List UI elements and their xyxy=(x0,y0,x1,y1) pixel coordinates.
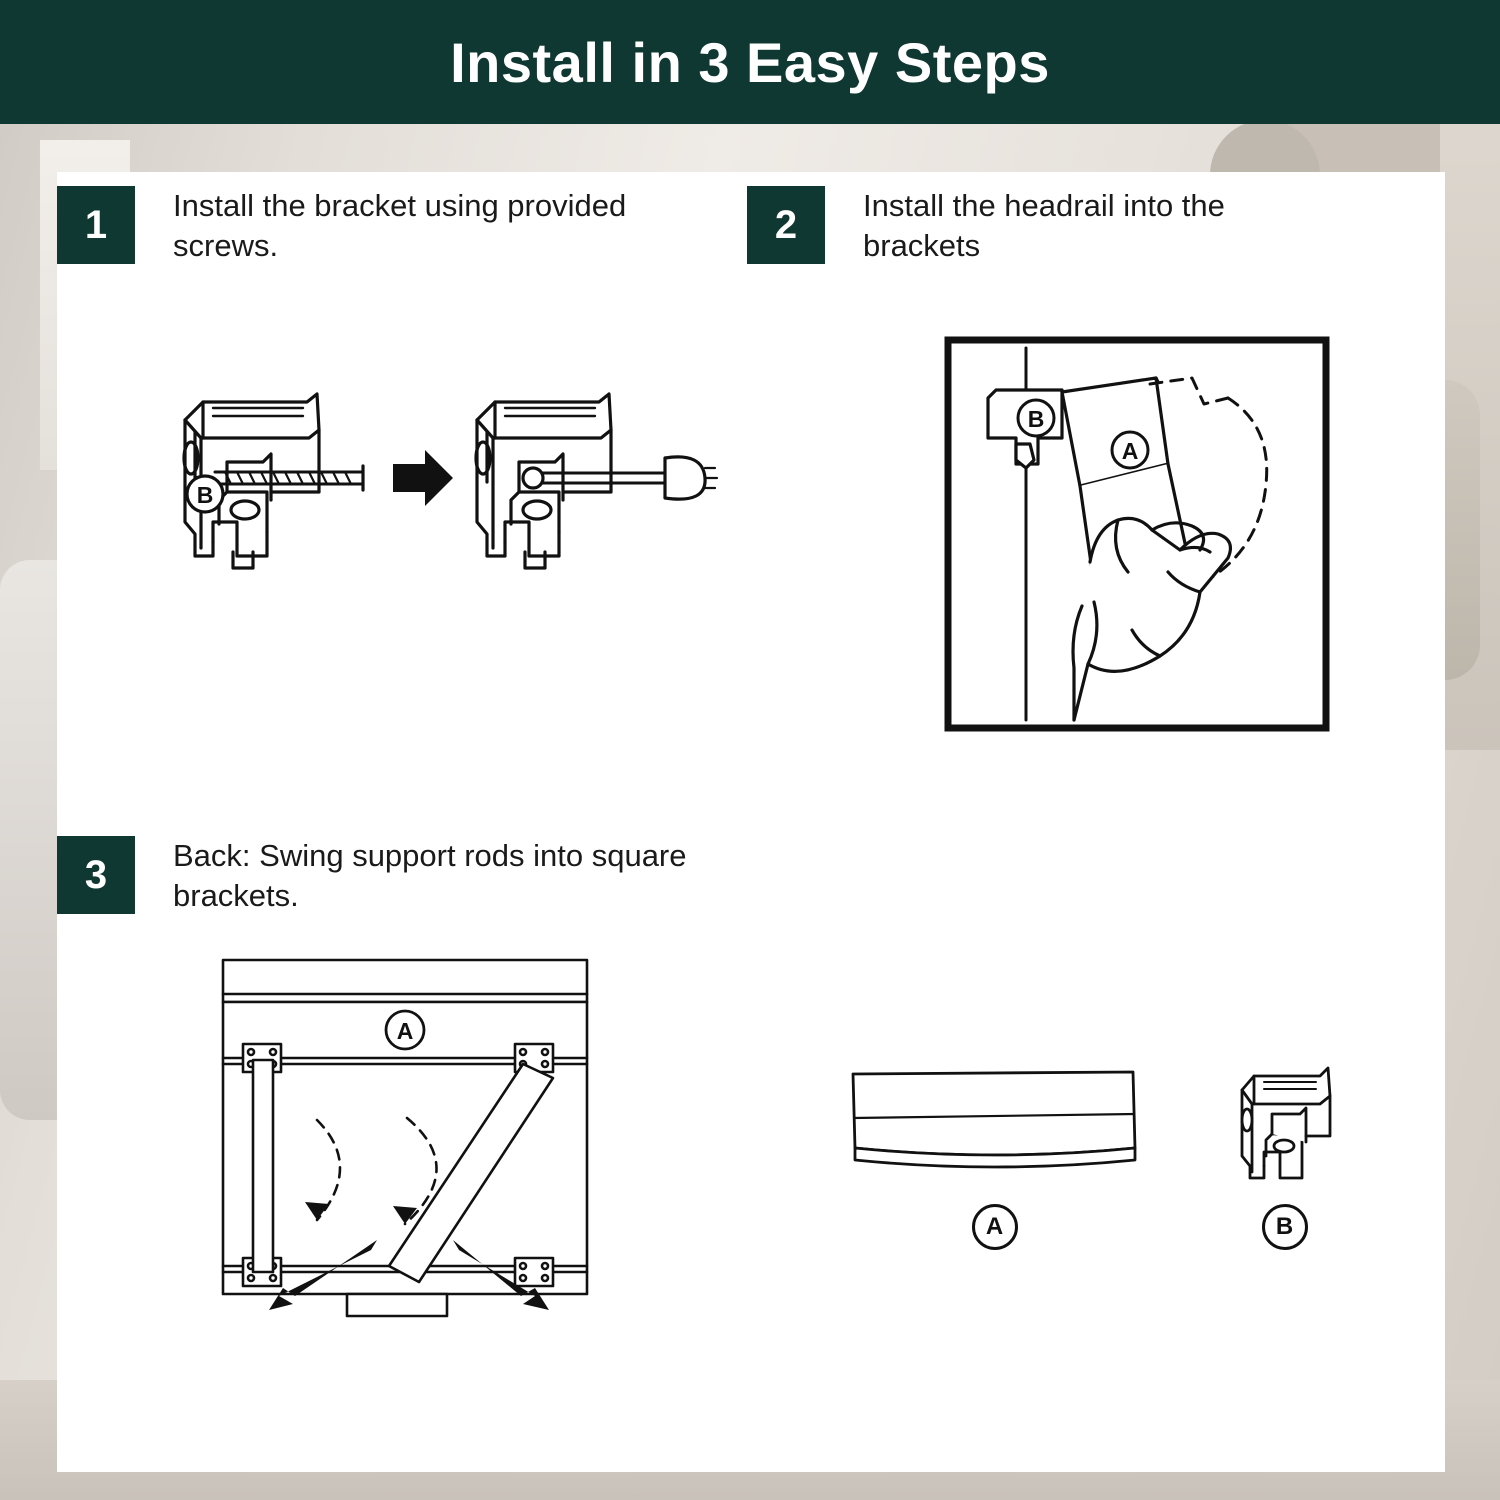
legend-label-a: A xyxy=(972,1204,1018,1250)
step-description-3: Back: Swing support rods into square brackets. xyxy=(173,838,687,913)
label-B: B xyxy=(1027,406,1045,432)
legend-label-b: B xyxy=(1262,1204,1308,1250)
page-title: Install in 3 Easy Steps xyxy=(450,30,1050,94)
step-panel-1 xyxy=(57,172,747,822)
step-2-illustration xyxy=(942,334,1332,734)
label-A: A xyxy=(1121,438,1139,464)
parts-legend-panel xyxy=(747,822,1445,1472)
label-B: B xyxy=(196,482,214,508)
label-A: A xyxy=(396,1018,414,1044)
header-banner xyxy=(0,0,1500,124)
step-description-2: Install the headrail into the brackets xyxy=(863,188,1225,263)
bracket-icon xyxy=(1220,1062,1350,1182)
step-3-illustration xyxy=(167,952,647,1362)
step-number-badge-1: 1 xyxy=(57,186,135,264)
legend-item-headrail xyxy=(845,1062,1145,1250)
step-number-badge-3: 3 xyxy=(57,836,135,914)
headrail-icon xyxy=(845,1062,1145,1182)
step-panel-2 xyxy=(747,172,1445,822)
legend-item-bracket xyxy=(1220,1062,1350,1250)
step-1-illustration xyxy=(167,372,727,602)
step-number-badge-2: 2 xyxy=(747,186,825,264)
step-panel-3 xyxy=(57,822,747,1472)
parts-legend xyxy=(807,1062,1387,1322)
step-description-1: Install the bracket using provided screws. xyxy=(173,188,627,263)
